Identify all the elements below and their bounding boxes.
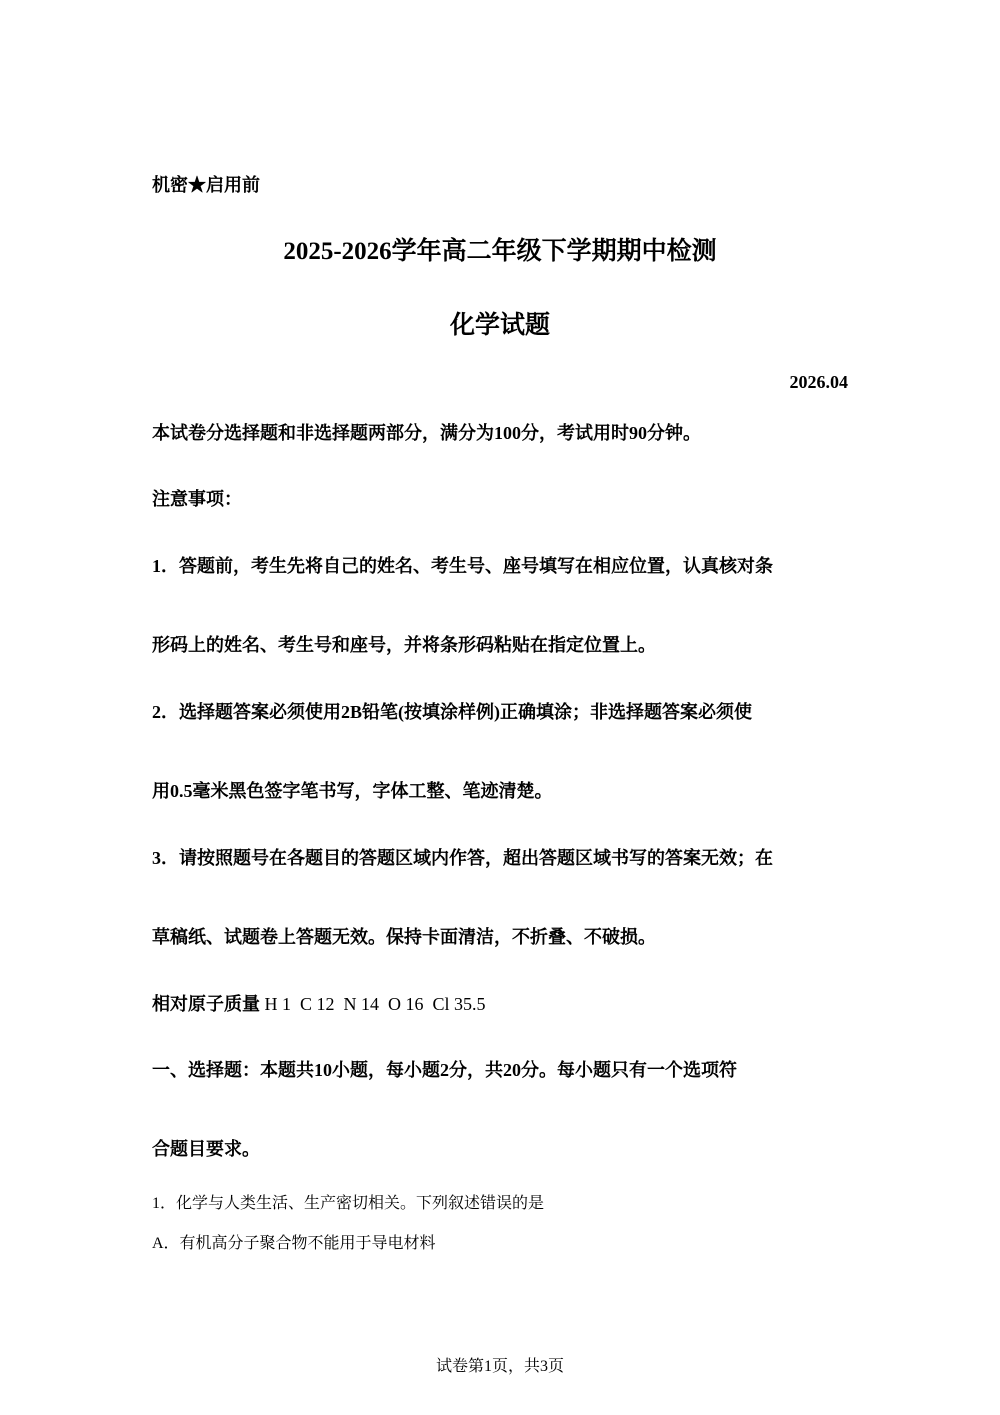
exam-subject: 化学试题 bbox=[449, 312, 550, 339]
atomic-mass-label: 相对原子质量 bbox=[152, 994, 260, 1014]
notice-line-3: 2．选择题答案必须使用2B铅笔(按填涂样例)正确填涂；非选择题答案必须使 bbox=[152, 702, 752, 722]
section-heading-line-1: 一、选择题：本题共10小题，每小题2分，共20分。每小题只有一个选项符 bbox=[152, 1060, 737, 1080]
notice-line-2: 形码上的姓名、考生号和座号，并将条形码粘贴在指定位置上。 bbox=[152, 635, 656, 655]
notice-line-4: 用0.5毫米黑色签字笔书写，字体工整、笔迹清楚。 bbox=[152, 781, 553, 801]
notice-line-6: 草稿纸、试题卷上答题无效。保持卡面清洁，不折叠、不破损。 bbox=[152, 927, 656, 947]
notice-line-1: 1．答题前，考生先将自己的姓名、考生号、座号填写在相应位置，认真核对条 bbox=[152, 556, 773, 576]
question-1-option-a: A．有机高分子聚合物不能用于导电材料 bbox=[152, 1235, 436, 1252]
notice-line-5: 3．请按照题号在各题目的答题区域内作答，超出答题区域书写的答案无效；在 bbox=[152, 848, 773, 868]
exam-intro: 本试卷分选择题和非选择题两部分，满分为100分，考试用时90分钟。 bbox=[152, 423, 701, 443]
exam-title: 2025-2026学年高二年级下学期期中检测 bbox=[283, 238, 717, 265]
section-heading-line-2: 合题目要求。 bbox=[152, 1139, 260, 1159]
confidential-label: 机密★启用前 bbox=[152, 175, 260, 195]
exam-date: 2026.04 bbox=[789, 372, 848, 392]
atomic-mass-line bbox=[152, 992, 486, 1016]
page-footer: 试卷第1页，共3页 bbox=[435, 1358, 564, 1375]
atomic-mass-values: H 1 C 12 N 14 O 16 Cl 35.5 bbox=[264, 994, 486, 1014]
notice-heading: 注意事项： bbox=[152, 489, 242, 509]
question-1-stem: 1．化学与人类生活、生产密切相关。下列叙述错误的是 bbox=[152, 1195, 545, 1212]
